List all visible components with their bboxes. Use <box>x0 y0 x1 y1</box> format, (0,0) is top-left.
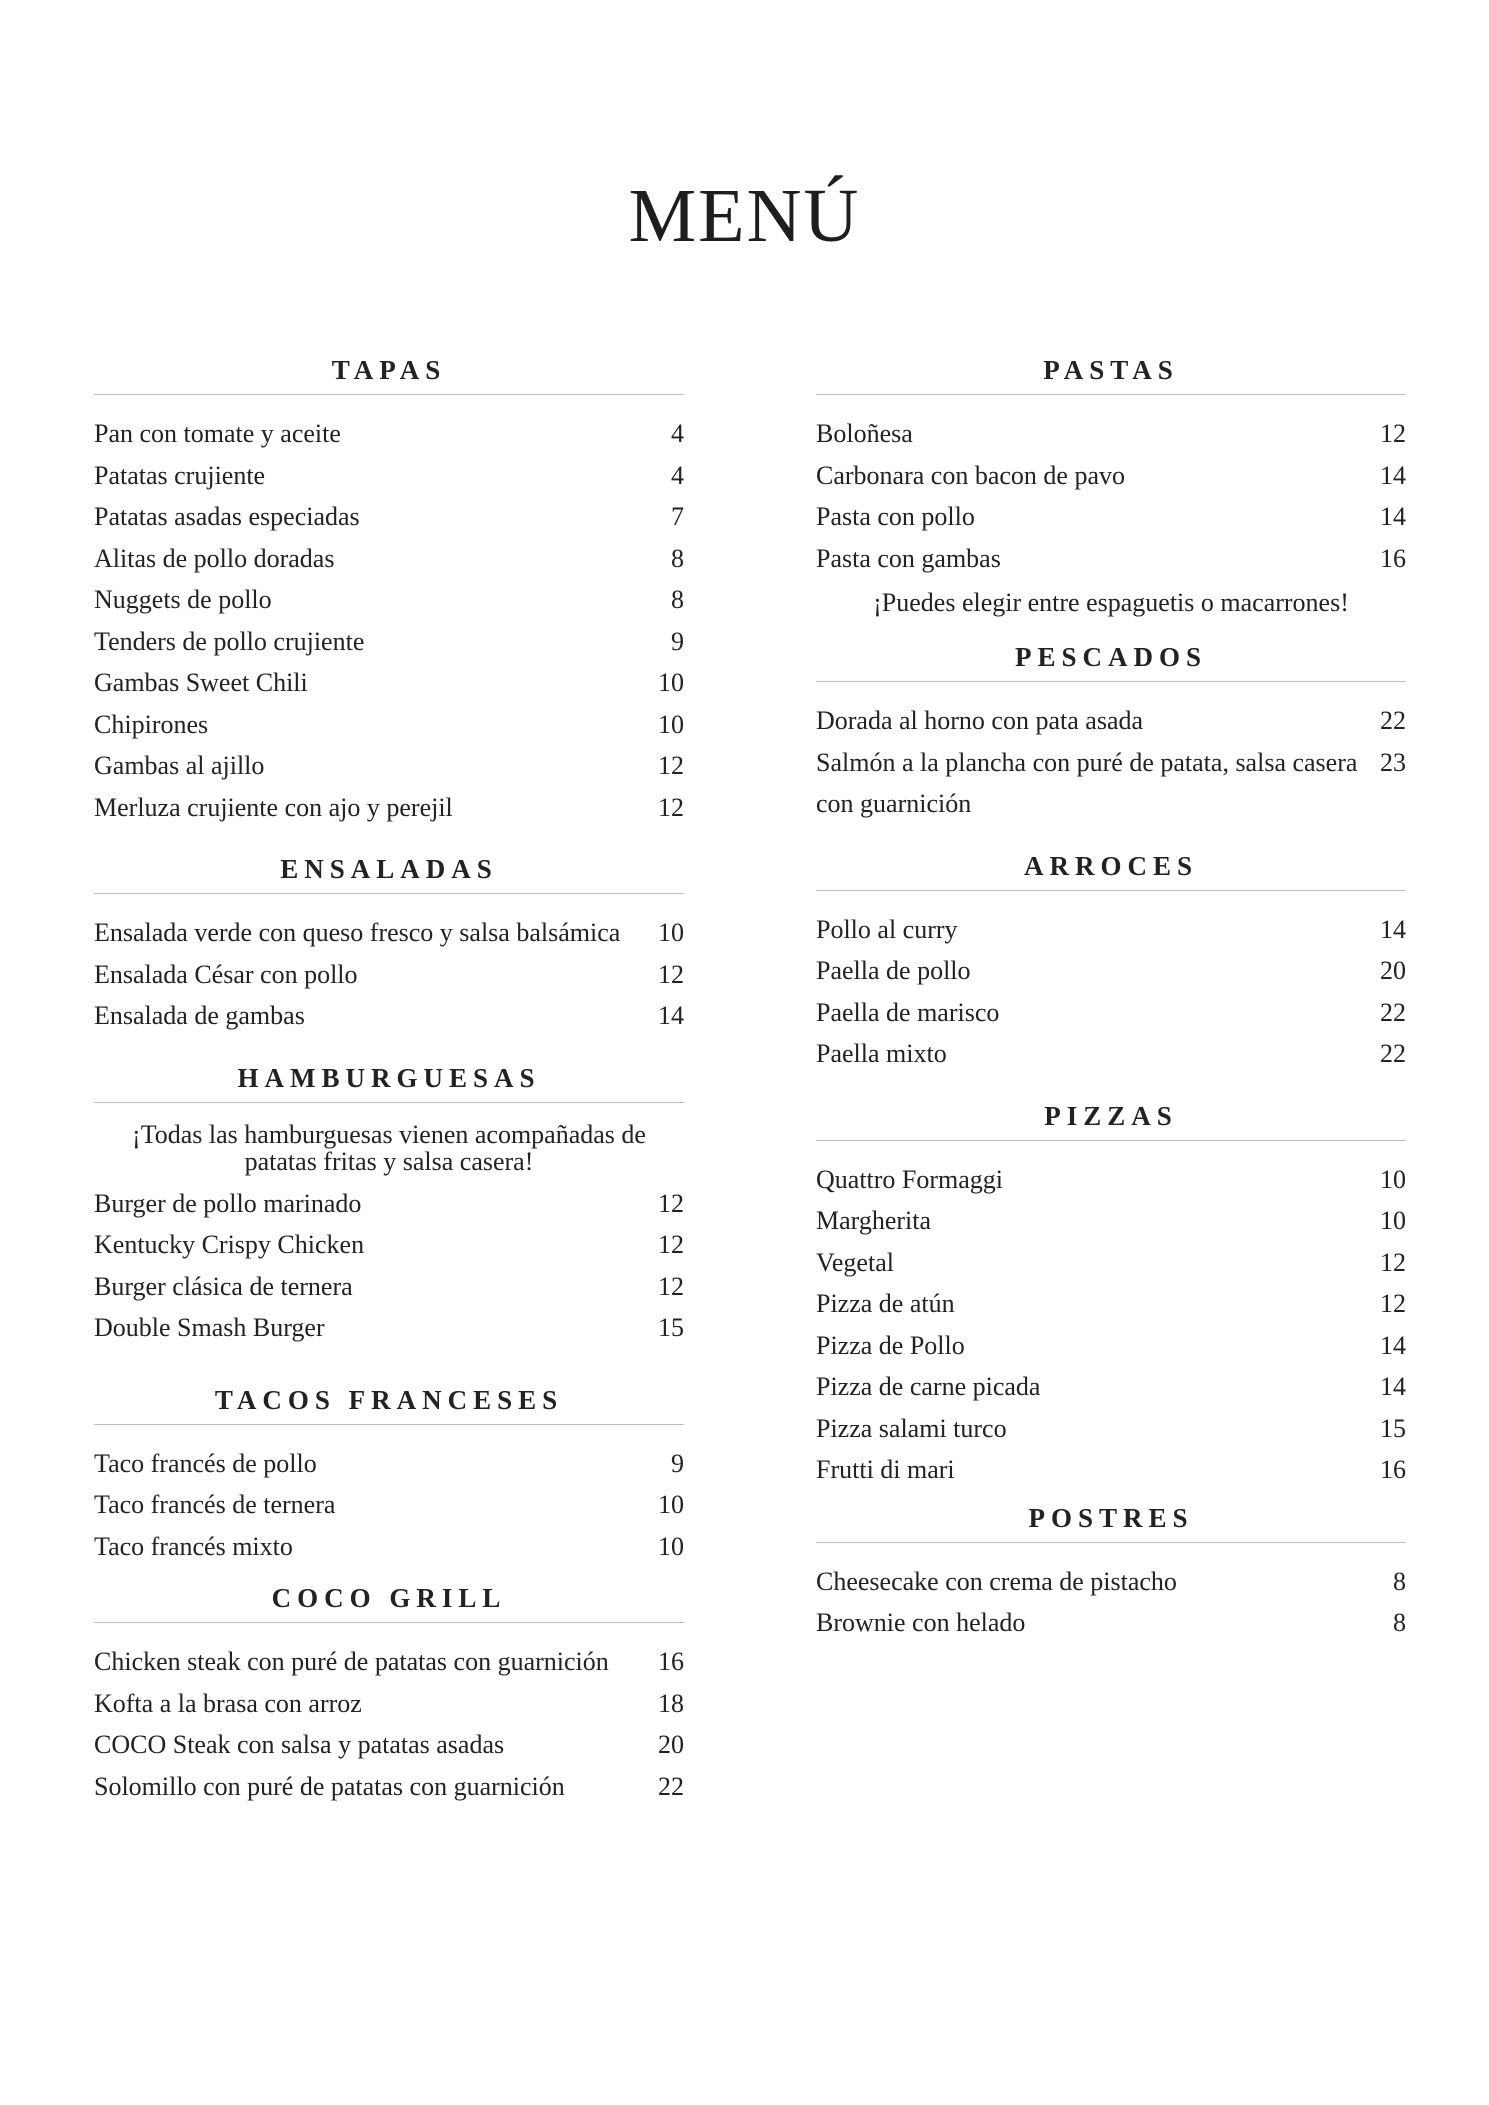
item-price: 12 <box>658 792 684 822</box>
menu-item <box>816 1602 1406 1644</box>
item-name: Quattro Formaggi <box>816 1164 1004 1194</box>
item-name: Nuggets de pollo <box>94 585 272 614</box>
section-tacos-franceses <box>94 1385 684 1568</box>
menu-item <box>816 909 1406 951</box>
item-price: 14 <box>1380 1330 1406 1360</box>
item-price: 7 <box>671 502 684 531</box>
menu-item <box>94 1683 684 1725</box>
item-price: 16 <box>658 1647 684 1676</box>
menu-item <box>816 1408 1406 1450</box>
item-price: 14 <box>1380 1372 1406 1401</box>
section-ensaladas <box>94 854 684 1037</box>
item-name: Pizza salami turco <box>816 1413 1007 1443</box>
item-price: 12 <box>1380 419 1406 448</box>
item-price: 10 <box>658 709 684 739</box>
right-column <box>816 355 1406 1644</box>
section-title: COCO GRILL <box>94 1583 684 1623</box>
item-name: Chicken steak con puré de patatas con guarnición <box>94 1647 609 1676</box>
section-title: ENSALADAS <box>94 854 684 894</box>
menu-item <box>94 745 684 787</box>
item-price: 20 <box>1380 956 1406 985</box>
menu-item <box>816 700 1406 742</box>
item-price: 10 <box>1380 1164 1406 1194</box>
section-title: PIZZAS <box>816 1101 1406 1141</box>
item-name: Boloñesa <box>816 419 913 448</box>
item-name: Paella de pollo <box>816 956 971 985</box>
item-price: 9 <box>671 1448 684 1478</box>
menu-item <box>816 950 1406 992</box>
item-name: Patatas asadas especiadas <box>94 502 360 531</box>
menu-item <box>816 1033 1406 1075</box>
menu-item <box>816 1159 1406 1201</box>
item-name: Salmón a la plancha con puré de patata, salsa casera con guarnición <box>816 747 1358 818</box>
item-price: 9 <box>671 626 684 656</box>
menu-item <box>816 1242 1406 1284</box>
menu-item <box>816 1325 1406 1367</box>
item-price: 12 <box>1380 1289 1406 1318</box>
item-price: 12 <box>658 751 684 780</box>
menu-item <box>94 1724 684 1766</box>
item-price: 12 <box>658 1230 684 1259</box>
menu-title: MENÚ <box>628 174 861 258</box>
item-name: Burger clásica de ternera <box>94 1271 353 1301</box>
section-tapas <box>94 355 684 828</box>
item-list <box>94 1183 684 1349</box>
item-price: 14 <box>1380 460 1406 490</box>
item-price: 10 <box>1380 1206 1406 1235</box>
menu-item <box>94 1266 684 1308</box>
item-name: Frutti di mari <box>816 1455 955 1484</box>
menu-item <box>94 662 684 704</box>
item-price: 12 <box>658 1271 684 1301</box>
item-list <box>94 1443 684 1568</box>
section-pizzas <box>816 1101 1406 1491</box>
menu-item <box>94 912 684 954</box>
menu-item <box>816 496 1406 538</box>
item-price: 16 <box>1380 543 1406 573</box>
section-arroces <box>816 851 1406 1075</box>
section-title: TAPAS <box>94 355 684 395</box>
item-name: Ensalada de gambas <box>94 1001 305 1030</box>
item-list <box>94 912 684 1037</box>
item-price: 4 <box>671 419 684 448</box>
item-name: Pan con tomate y aceite <box>94 419 341 448</box>
item-list <box>94 413 684 828</box>
item-name: Carbonara con bacon de pavo <box>816 460 1125 490</box>
item-name: Gambas al ajillo <box>94 751 265 780</box>
item-price: 12 <box>658 1188 684 1218</box>
item-name: COCO Steak con salsa y patatas asadas <box>94 1730 505 1759</box>
item-name: Patatas crujiente <box>94 460 266 490</box>
menu-item <box>94 1307 684 1349</box>
item-price: 4 <box>671 460 684 490</box>
item-price: 12 <box>1380 1247 1406 1277</box>
item-name: Dorada al horno con pata asada <box>816 706 1144 735</box>
section-postres <box>816 1503 1406 1644</box>
menu-item <box>94 413 684 455</box>
menu-item <box>94 538 684 580</box>
item-price: 14 <box>1380 502 1406 531</box>
menu-item <box>94 1766 684 1808</box>
item-name: Taco francés mixto <box>94 1531 293 1561</box>
item-price: 15 <box>658 1313 684 1342</box>
item-price: 8 <box>671 585 684 614</box>
item-price: 10 <box>658 918 684 947</box>
item-name: Solomillo con puré de patatas con guarnición <box>94 1771 565 1801</box>
item-name: Burger de pollo marinado <box>94 1188 362 1218</box>
item-price: 15 <box>1380 1413 1406 1443</box>
item-name: Pollo al curry <box>816 914 958 944</box>
item-name: Gambas Sweet Chili <box>94 668 308 697</box>
item-price: 18 <box>658 1688 684 1718</box>
item-name: Vegetal <box>816 1247 894 1277</box>
item-name: Tenders de pollo crujiente <box>94 626 365 656</box>
menu-item <box>94 787 684 829</box>
item-name: Chipirones <box>94 709 209 739</box>
item-name: Kentucky Crispy Chicken <box>94 1230 365 1259</box>
item-price: 22 <box>1380 1039 1406 1068</box>
section-pastas <box>816 355 1406 616</box>
item-name: Taco francés de pollo <box>94 1448 317 1478</box>
item-name: Pasta con pollo <box>816 502 975 531</box>
menu-item <box>94 1224 684 1266</box>
menu-item <box>816 1449 1406 1491</box>
menu-item <box>816 1561 1406 1603</box>
item-price: 20 <box>658 1730 684 1759</box>
menu-item <box>816 1200 1406 1242</box>
menu-item <box>94 621 684 663</box>
menu-item <box>94 455 684 497</box>
item-name: Pizza de carne picada <box>816 1372 1041 1401</box>
item-price: 8 <box>1393 1608 1406 1637</box>
item-list <box>816 700 1406 825</box>
item-list <box>94 1641 684 1807</box>
item-name: Kofta a la brasa con arroz <box>94 1688 362 1718</box>
menu-item <box>816 413 1406 455</box>
section-title: PESCADOS <box>816 642 1406 682</box>
section-hamburguesas <box>94 1063 684 1349</box>
item-price: 23 <box>1380 747 1406 777</box>
item-list <box>816 909 1406 1075</box>
menu-item <box>816 742 1406 825</box>
item-name: Merluza crujiente con ajo y perejil <box>94 792 453 822</box>
item-price: 22 <box>658 1771 684 1801</box>
item-name: Pizza de Pollo <box>816 1330 965 1360</box>
menu-item <box>816 538 1406 580</box>
item-name: Pasta con gambas <box>816 543 1001 573</box>
item-name: Paella mixto <box>816 1039 947 1068</box>
item-price: 14 <box>658 1001 684 1030</box>
section-note: ¡Todas las hamburguesas vienen acompañadas de patatas fritas y salsa casera! <box>132 1119 646 1176</box>
section-pescados <box>816 642 1406 825</box>
item-price: 10 <box>658 1490 684 1519</box>
section-note: ¡Puedes elegir entre espaguetis o macarrones! <box>873 588 1349 617</box>
item-price: 22 <box>1380 997 1406 1027</box>
item-name: Margherita <box>816 1206 932 1235</box>
menu-item <box>94 496 684 538</box>
menu-item <box>94 995 684 1037</box>
menu-item <box>94 1183 684 1225</box>
item-list <box>816 1159 1406 1491</box>
section-title: POSTRES <box>816 1503 1406 1543</box>
item-name: Cheesecake con crema de pistacho <box>816 1566 1177 1596</box>
item-name: Paella de marisco <box>816 997 1000 1027</box>
item-price: 10 <box>658 668 684 697</box>
item-list <box>816 1561 1406 1644</box>
section-title: PASTAS <box>816 355 1406 395</box>
menu-item <box>94 704 684 746</box>
menu-item <box>816 455 1406 497</box>
menu-item <box>816 1366 1406 1408</box>
menu-item <box>816 992 1406 1034</box>
left-column <box>94 355 684 1807</box>
item-list <box>816 413 1406 579</box>
section-title: HAMBURGUESAS <box>94 1063 684 1103</box>
menu-item <box>94 1526 684 1568</box>
menu-item <box>94 1641 684 1683</box>
item-price: 10 <box>658 1531 684 1561</box>
section-title: ARROCES <box>816 851 1406 891</box>
item-name: Alitas de pollo doradas <box>94 543 335 573</box>
menu-item <box>94 579 684 621</box>
item-price: 16 <box>1380 1455 1406 1484</box>
item-name: Ensalada verde con queso fresco y salsa balsámica <box>94 918 621 947</box>
item-name: Taco francés de ternera <box>94 1490 336 1519</box>
item-price: 8 <box>671 543 684 573</box>
item-price: 14 <box>1380 914 1406 944</box>
item-name: Double Smash Burger <box>94 1313 325 1342</box>
menu-item <box>94 1484 684 1526</box>
item-price: 8 <box>1393 1566 1406 1596</box>
item-name: Brownie con helado <box>816 1608 1026 1637</box>
menu-item <box>94 954 684 996</box>
menu-item <box>816 1283 1406 1325</box>
item-name: Pizza de atún <box>816 1289 955 1318</box>
menu-item <box>94 1443 684 1485</box>
section-title: TACOS FRANCESES <box>94 1385 684 1425</box>
section-coco-grill <box>94 1583 684 1807</box>
item-price: 12 <box>658 959 684 989</box>
item-name: Ensalada César con pollo <box>94 959 358 989</box>
item-price: 22 <box>1380 706 1406 735</box>
